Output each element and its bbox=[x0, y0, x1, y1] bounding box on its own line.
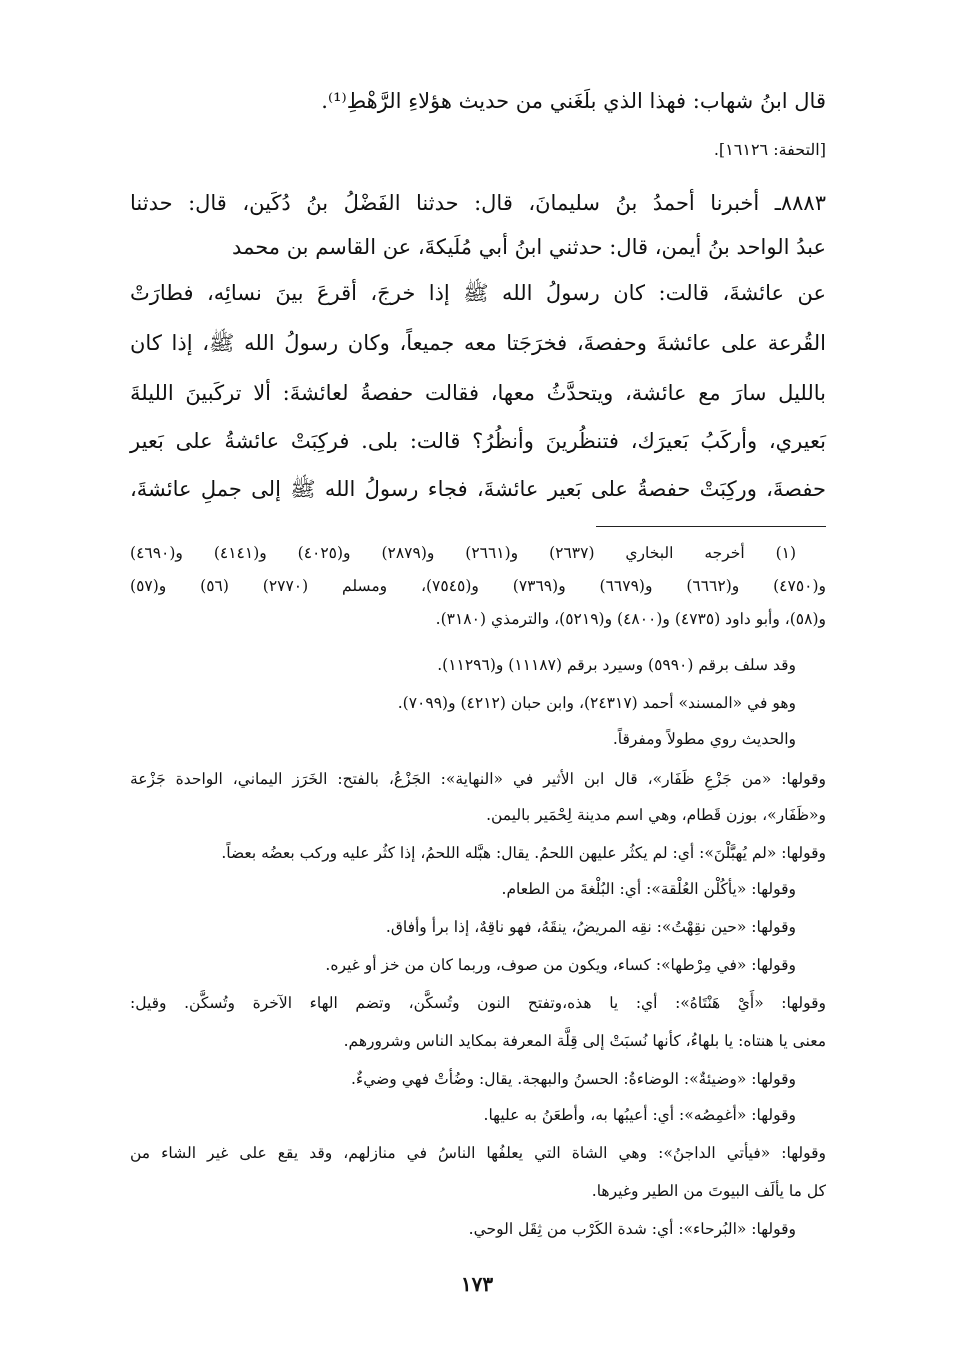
footnote-line: و(٥٨)، وأبو داود (٤٧٣٥) و(٤٨٠٠) و(٥٢١٩)، والترمذي (٣١٨٠). bbox=[435, 610, 826, 628]
hadith-isnad-line-2: عبدُ الواحد بنُ أيمن، قال: حدثني ابنُ أبي مُلَيكةَ، عن القاسم بن محمد bbox=[232, 235, 826, 259]
footnote-line: وهو في «المسند» أحمد (٢٤٣١٧)، وابن حبان (٤٢١٢) و(٧٠٩٩). bbox=[397, 694, 796, 712]
footnote-line: وقولها: «يأكُلْن العُلْقة»: أي: البُلْغةَ من الطعام. bbox=[501, 880, 796, 898]
footnote-line: كل ما يألَف البيوتَ من الطير وغيرها. bbox=[591, 1182, 826, 1200]
page-number: ١٧٣ bbox=[460, 1272, 494, 1296]
hadith-text-line-1: عن عائشةَ، قالت: كان رسولُ الله ﷺ إذا خرجَ، أقرعَ بينَ نسائِه، فطارَتْ bbox=[130, 281, 826, 305]
footnote-line: و«ظَفَار»، بوزن قَطام، وهي اسم مدينة لِحْمَير باليمن. bbox=[486, 806, 826, 824]
hadith-text-line-3: بالليل سارَ مع عائشة، ويتحدَّثُ معها، فقالت حفصةُ لعائشةَ: ألا تركَبينَ الليلةَ bbox=[130, 381, 826, 405]
footnote-line: والحديث روي مطولاً ومفرقاً. bbox=[612, 730, 796, 748]
footnote-line: وقولها: «وضيئةٌ»: الوضاءةُ: الحسنُ والبهجة. يقال: وضُأتْ فهي وضيءٌ. bbox=[351, 1070, 796, 1088]
footnote-line: و(٤٧٥٠) و(٦٦٦٢) و(٦٦٧٩) و(٧٣٦٩) و(٧٥٤٥)، ومسلم (٢٧٧٠) (٥٦) و(٥٧) bbox=[130, 577, 827, 595]
footnote-separator bbox=[596, 526, 826, 527]
footnote-line: وقولها: «فيأتي الداجنُ»: وهي الشاة التي يعلفُها الناسُ في منازلهم، وقد يقع على غير الشاء من bbox=[130, 1144, 826, 1162]
footnote-line: وقد سلف برقم (٥٩٩٠) وسيرد برقم (١١١٨٧) و(١١٢٩٦). bbox=[437, 656, 796, 674]
footnote-line: وقولها: «البُرحاء»: أي: شدة الكَرْب من ثِقَل الوحي. bbox=[468, 1220, 796, 1238]
footnote-line: وقولها: «من جَزْعِ ظَفَار»، قال ابن الأثير في «النهاية»: الجَزْعُ، بالفتح: الخَرَز اليماني، الواحدة جَزْعة bbox=[130, 770, 826, 788]
footnote-line: وقولها: «لم يُهبَّلْنَ»: أي: لم يكثُر عليهن اللحمُ. يقال: هبَّله اللحمُ، إذا كثُر عليه وركب بعضُه بعضاً. bbox=[221, 844, 826, 862]
hadith-isnad-line bbox=[130, 180, 826, 226]
footnote-line: وقولها: «في مِرْطها»: كساء، ويكون من صوف، وربما كان من خز أو غيره. bbox=[325, 956, 796, 974]
hadith-text-line-5: حفصةَ، وركِبَتْ حفصةُ على بَعير عائشةَ، فجاء رسولُ الله ﷺ إلى جملِ عائشةَ، bbox=[130, 477, 826, 501]
hadith-text-line-2: القُرعة على عائشةَ وحفصةَ، فخرَجَتا معه جميعاً، وكان رسولُ الله ﷺ، إذا كان bbox=[130, 331, 826, 355]
hadith-number-text: ٨٨٨٣ـ أخبرنا أحمدُ بنُ سليمانَ، قال: حدثنا الفَضْلُ بنُ دُكَين، قال: حدثنا bbox=[130, 191, 826, 215]
footnote-line: (١) أخرجه البخاري (٢٦٣٧) و(٢٦٦١) و(٢٨٧٩) و(٤٠٢٥) و(٤١٤١) و(٤٦٩٠) bbox=[130, 544, 797, 562]
hadith-text-line-4: بَعيري، وأركَبُ بَعيرَك، فتنظُرينَ وأنظُرُ؟ قالت: بلى. فركِبَتْ عائشةُ على بَعير bbox=[130, 429, 826, 453]
footnote-line: معنى يا هنتاه: يا بلهاءُ، كأنها نُسبَتْ إلى قِلَّة المعرفة بمكايد الناس وشرورهم. bbox=[343, 1032, 826, 1050]
footnote-line: وقولها: «أَيْ هَنْتَاهُ»: أي: يا هذه،وتفتح النون وتُسكَّن، وتضم الهاء الآخرة وتُسكَّن. وقيل: bbox=[130, 994, 826, 1012]
tuhfa-reference: [التحفة: ١٦١٢٦]. bbox=[713, 140, 826, 159]
footnote-line: وقولها: «حين نقِهْتُ»: نقِه المريضُ، ينقَهُ، فهو ناقِهٌ، إذا برأ وأفاق. bbox=[385, 918, 796, 936]
footnote-line: وقولها: «أغمِصُه»: أي: أعيبُها به، وأطعَنُ به عليها. bbox=[483, 1106, 796, 1124]
ibn-shihab-line: قال ابنُ شهاب: فهذا الذي بلَغَني من حديث هؤلاءِ الرَّهْطِ⁽¹⁾. bbox=[321, 89, 826, 113]
